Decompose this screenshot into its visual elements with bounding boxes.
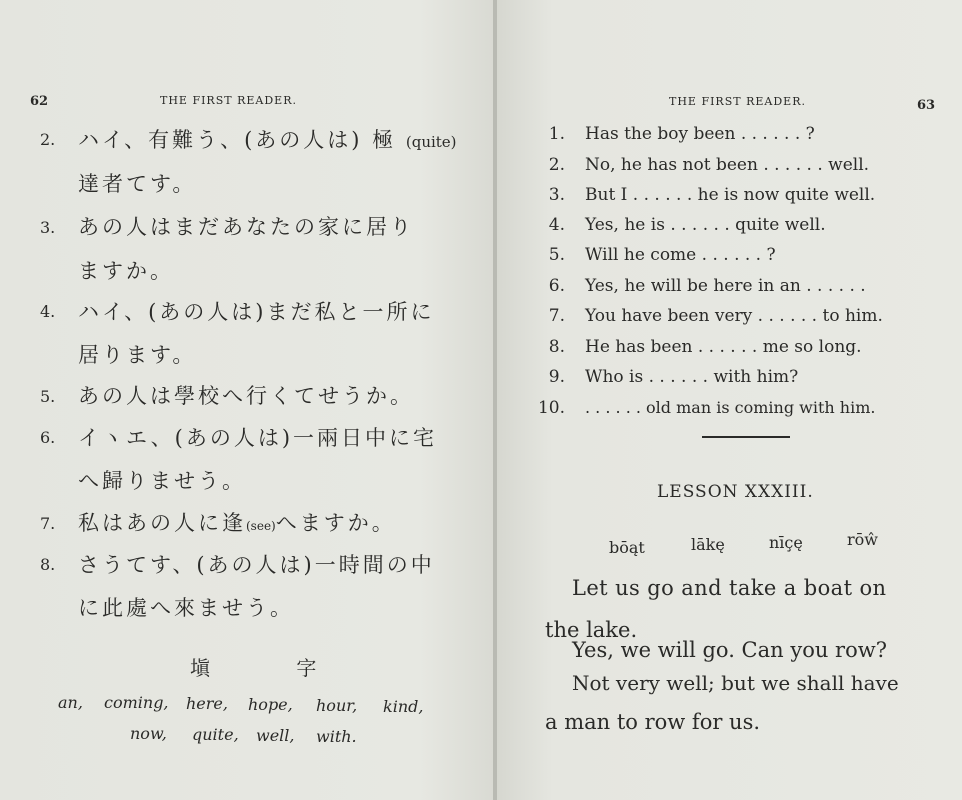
exercise-text: ハイ、有難う、(あの人は) 極 — [78, 128, 406, 152]
exercise-number: 7. — [548, 306, 565, 326]
prose-line: Yes, we will go. Can you row? — [572, 638, 887, 662]
exercise-number: 4. — [548, 215, 565, 235]
exercise-gloss: (see) — [246, 519, 276, 533]
prose-line: the lake. — [545, 618, 638, 642]
fill-word: here, — [186, 694, 228, 713]
exercise-number: 2. — [548, 155, 565, 175]
section-divider — [702, 436, 790, 438]
exercise-line — [78, 507, 396, 537]
exercise-text: Who is . . . . . . with him? — [585, 367, 799, 387]
exercise-line: 居ります。 — [78, 343, 197, 367]
right-page — [497, 0, 962, 800]
exercise-line: ハイ、(あの人は)まだ私と一所に — [78, 300, 435, 324]
exercise-number: 8. — [548, 337, 565, 357]
exercise-line: へ歸りませう。 — [78, 469, 246, 493]
exercise-text: No, he has not been . . . . . . well. — [585, 155, 870, 175]
exercise-line: さうてす、(あの人は)一時間の中 — [78, 553, 435, 577]
exercise-number: 4. — [40, 302, 56, 321]
exercise-text: Has the boy been . . . . . . ? — [585, 124, 815, 144]
exercise-number: 9. — [548, 367, 565, 387]
exercise-number: 1. — [548, 124, 565, 144]
exercise-line: 達者てす。 — [78, 172, 197, 196]
fill-word: kind, — [383, 697, 424, 716]
vocab-word: rōŵ — [847, 530, 878, 549]
exercise-number: 2. — [40, 130, 56, 149]
exercise-text: You have been very . . . . . . to him. — [585, 306, 883, 326]
exercise-number: 7. — [40, 514, 56, 533]
exercise-line: あの人はまだあなたの家に居り — [78, 215, 414, 239]
exercise-line — [78, 124, 457, 154]
exercise-number: 10. — [537, 398, 565, 418]
exercise-line: に此處へ來ませう。 — [78, 596, 294, 620]
exercise-text: . . . . . . old man is coming with him. — [585, 398, 876, 417]
exercise-text: 私はあの人に逢 — [78, 511, 246, 535]
running-head: THE FIRST READER. — [160, 94, 297, 107]
running-head: THE FIRST READER. — [669, 95, 806, 108]
vocab-word: lākę — [691, 535, 725, 554]
fill-word: quite, — [192, 725, 239, 744]
fill-word: now, — [130, 724, 167, 743]
exercise-number: 5. — [548, 245, 565, 265]
exercise-number: 6. — [40, 428, 56, 447]
exercise-line: ますか。 — [78, 259, 174, 283]
fill-word: hour, — [316, 696, 358, 715]
exercise-text: Yes, he is . . . . . . quite well. — [585, 215, 826, 235]
exercise-line: あの人は學校へ行くてせうか。 — [78, 384, 414, 408]
fill-word: coming, — [104, 693, 169, 712]
prose-line: a man to row for us. — [545, 710, 761, 734]
vocab-word: nīçę — [769, 533, 803, 552]
prose-line: Let us go and take a boat on — [572, 576, 887, 600]
exercise-text: He has been . . . . . . me so long. — [585, 337, 862, 357]
exercise-line: イヽエ、(あの人は)一兩日中に宅 — [78, 426, 438, 450]
page-number: 63 — [917, 98, 936, 113]
prose-line: Not very well; but we shall have — [572, 671, 899, 695]
fill-in-heading: 塡 字 — [190, 656, 357, 680]
exercise-text: へますか。 — [275, 511, 396, 535]
vocab-word: bōąt — [609, 538, 645, 557]
exercise-number: 6. — [548, 276, 565, 296]
exercise-gloss: (quite) — [405, 133, 457, 151]
exercise-text: Will he come . . . . . . ? — [585, 245, 776, 265]
lesson-title: LESSON XXXIII. — [657, 482, 814, 502]
exercise-number: 3. — [548, 185, 565, 205]
fill-word: with. — [316, 727, 357, 746]
page-number: 62 — [30, 94, 49, 109]
fill-word: well, — [256, 726, 295, 745]
fill-word: hope, — [248, 695, 293, 714]
exercise-text: But I . . . . . . he is now quite well. — [585, 185, 876, 205]
exercise-number: 3. — [40, 218, 56, 237]
exercise-number: 5. — [40, 387, 56, 406]
exercise-text: Yes, he will be here in an . . . . . . — [585, 276, 866, 296]
exercise-number: 8. — [40, 555, 56, 574]
fill-word: an, — [58, 693, 83, 712]
